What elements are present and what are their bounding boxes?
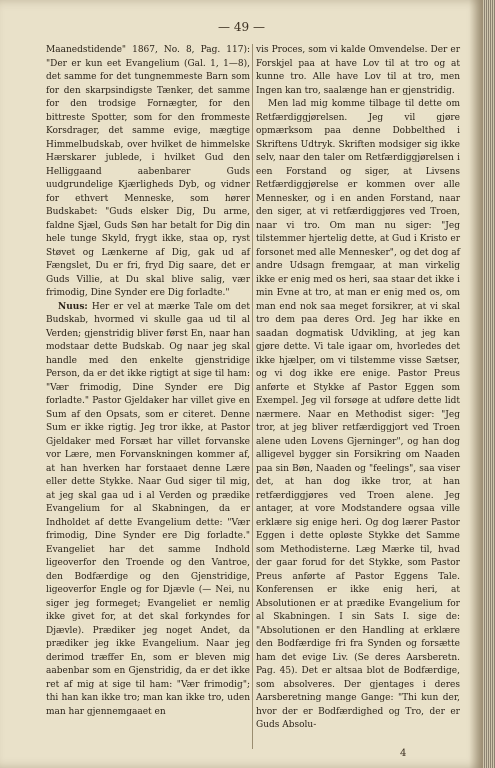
right-paragraph-2: Men lad mig komme tilbage til dette om Retfærdiggjørelsen. Jeg vil gjøre opmærksom paa denne Dobbelthed i Skriftens Udtryk. Skriften modsiger sig ikke selv, naar den taler om Retfærdiggjørelsen i een Forstand og siger, at Livsens Retfærdiggjørelse er kommen over alle Mennesker, og i en anden Forstand, naar den siger, at vi retfærdiggjøres ved Troen, naar vi tro. Om man nu siger: "Jeg tilstemmer hjertelig dette, at Gud i Kristo er forsonet med alle Mennesker", og det dog af andre Udsagn fremgaar, at man virkelig ikke er enig med os heri, saa staar det ikke i min Evne at tro, at man er enig med os, om man end nok saa meget forsikrer, at vi skal tro dem paa deres Ord. Jeg har ikke en saadan dogmatisk Udvikling, at jeg kan gjøre dette. Vi tale igaar om, hvorledes det ikke hjælper, om vi tilstemme visse Sætser, og vi dog ikke ere enige. Pastor Preus anførte et Stykke af Pastor Eggen som Exempel. Jeg vil forsøge at udføre dette lidt nærmere. Naar en Methodist siger: "Jeg tror, at jeg bliver retfærdiggjort ved Troen alene uden Lovens Gjerninger", og han dog alligevel bygger sin Forsikring om Naaden paa sin Bøn, Naaden og "feelings", saa viser det, at han dog ikke tror, at han retfærdiggjøres ved Troen alene. Jeg antager, at vore Modstandere ogsaa ville erklære sig enige heri. Og dog lærer Pastor Eggen i dette opløste Stykke det Samme som Methodisterne. Læg Mærke til, hvad der gaar forud for det Stykke, som Pastor Preus anførte af Pastor Eggens Tale. Konferensen er ikke enig heri, at Absolutionen er at prædike Evangelium for al Skabningen. I sin Sats I. sige de: "Absolutionen er den Handling at erklære den Bodfærdige fri fra Synden og forsætte ham det evige Liv. (Se deres Aarsberetn. Pag. 45). Det er altsaa blot de Bodfærdige, som absolveres. Der gjentages i deres Aarsberetning mange Gange: "Thi kun der, hvor der er Bodfærdighed og Tro, der er Guds Absolu- bbox=[256, 99, 460, 730]
page-edges bbox=[483, 0, 495, 768]
left-paragraph-1: Maanedstidende" 1867, No. 8, Pag. 117): "Der er kun eet Evangelium (Gal. 1, 1—8), det samme for det tungnemmeste Barn som for den skarpsindigste Tænker, det samme for den trodsige Fornægter, for den bittreste Spotter, som for den frommeste Korsdrager, det samme evige, mægtige Himmelbudskab, over hvilket de himmelske Hærskarer jublede, i hvilket Gud den Helliggaand aabenbarer Guds uudgrundelige Kjærligheds Dyb, og vidner for ethvert Menneske, som hører Budskabet: "Guds elsker Dig, Du arme, faldne Sjæl, Guds Søn har betalt for Dig din hele tunge Skyld, frygt ikke, staa op, ryst Støvet og Lænkerne af Dig, gak ud af Fængslet, Du er fri, fryd Dig saare, det er Guds Villie, at Du skal blive salig, vær frimodig, Dine Synder ere Dig forladte." bbox=[46, 45, 250, 298]
right-paragraph-1: vis Proces, som vi kalde Omvendelse. Der er Forskjel paa at have Lov til at tro og at kunne tro. Alle have Lov til at tro, men Ingen kan tro, saalænge han er gjenstridig. bbox=[256, 45, 460, 96]
speaker-heading: Nuus: bbox=[58, 301, 88, 312]
column-divider bbox=[252, 44, 253, 749]
left-column bbox=[46, 44, 250, 719]
right-column bbox=[256, 44, 460, 733]
left-paragraph-2-text: Her er vel at mærke Tale om det Budskab, hvormed vi skulle gaa ud til al Verden; gjenstridig bliver først En, naar han modstaar dette Budskab. Og naar jeg skal handle med den enkelte gjenstridige Person, da er det ikke rigtigt at sige til ham: "Vær frimodig, Dine Synder ere Dig forladte." Pastor Gjeldaker har villet give en Sum af den Opsats, som er citeret. Denne Sum er ikke rigtig. Jeg tror ikke, at Pastor Gjeldaker med Forsæt har villet forvanske vor Lære, men Forvanskningen kommer af, at han hverken har forstaaet denne Lære eller dette Stykke. Naar Gud siger til mig, at jeg skal gaa ud i al Verden og prædike Evangelium for al Skabningen, da er Indholdet af dette Evangelium dette: "Vær frimodig, Dine Synder ere Dig forladte." Evangeliet har det samme Indhold ligeoverfor den Troende og den Vantroe, den Bodfærdige og den Gjenstridige, ligeoverfor Engle og for Djævle (— Nei, nu siger jeg formeget; Evangeliet er nemlig ikke givet for, at det skal forkyndes for Djævle). Prædiker jeg noget Andet, da prædiker jeg ikke Evangelium. Naar jeg derimod træffer En, som er bleven mig aabenbar som en Gjenstridig, da er det ikke ret af mig at sige til ham: "Vær frimodig"; thi han kan ikke tro; man kan ikke tro, uden man har gjennemgaaet en bbox=[46, 301, 250, 717]
signature-mark: 4 bbox=[400, 748, 407, 759]
left-paragraph-2 bbox=[46, 301, 250, 720]
page-number: — 49 — bbox=[218, 20, 265, 34]
